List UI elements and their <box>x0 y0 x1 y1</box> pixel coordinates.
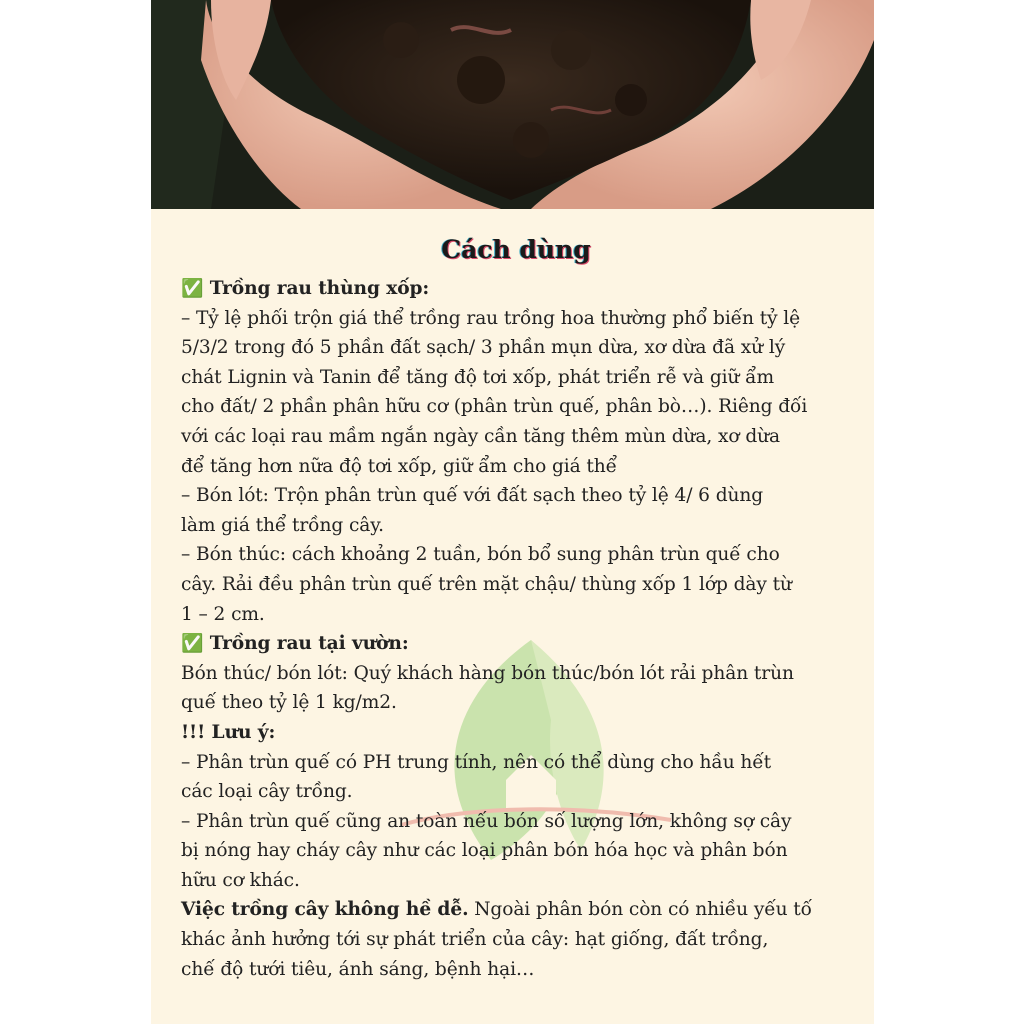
closing-bold: Việc trồng cây không hề dễ. <box>181 899 469 921</box>
section-heading-styrofoam: ✅ Trồng rau thùng xốp: <box>181 278 430 299</box>
usage-instructions <box>181 232 851 984</box>
soil-photo-illustration <box>151 0 874 209</box>
closing-line <box>181 895 851 925</box>
text-line: chế độ tưới tiêu, ánh sáng, bệnh hại… <box>181 958 535 980</box>
text-line: để tăng hơn nữa độ tơi xốp, giữ ẩm cho giá thể <box>181 455 618 477</box>
text-line: bị nóng hay cháy cây như các loại phân bón hóa học và phân bón <box>181 840 788 862</box>
text-line: với các loại rau mầm ngắn ngày cần tăng thêm mùn dừa, xơ dừa <box>181 425 780 447</box>
text-line: 5/3/2 trong đó 5 phần đất sạch/ 3 phần mụn dừa, xơ dừa đã xử lý <box>181 337 786 359</box>
text-line: – Phân trùn quế có PH trung tính, nên có thể dùng cho hầu hết <box>181 751 771 773</box>
text-line: khác ảnh hưởng tới sự phát triển của cây: hạt giống, đất trồng, <box>181 929 769 951</box>
hands-holding-soil-photo <box>151 0 874 209</box>
section-heading-garden: ✅ Trồng rau tại vườn: <box>181 633 409 655</box>
text-line: quế theo tỷ lệ 1 kg/m2. <box>181 692 397 714</box>
text-line: 1 – 2 cm. <box>181 603 265 625</box>
closing-rest: Ngoài phân bón còn có nhiều yếu tố <box>468 899 812 921</box>
text-line: – Bón lót: Trộn phân trùn quế với đất sạch theo tỷ lệ 4/ 6 dùng <box>181 485 764 507</box>
text-line: cây. Rải đều phân trùn quế trên mặt chậu/ thùng xốp 1 lớp dày từ <box>181 573 792 595</box>
check-icon: ✅ <box>181 633 204 655</box>
text-line: cho đất/ 2 phần phân hữu cơ (phân trùn quế, phân bò…). Riêng đối <box>181 396 808 418</box>
text-line: – Bón thúc: cách khoảng 2 tuần, bón bổ sung phân trùn quế cho <box>181 544 780 566</box>
document-page <box>151 0 874 1024</box>
check-icon: ✅ <box>181 278 204 299</box>
text-line: chát Lignin và Tanin để tăng độ tơi xốp, phát triển rễ và giữ ẩm <box>181 366 775 388</box>
text-line: Bón thúc/ bón lót: Quý khách hàng bón thúc/bón lót rải phân trùn <box>181 662 794 684</box>
instructions-body <box>181 274 851 984</box>
text-line: làm giá thể trồng cây. <box>181 514 384 536</box>
note-heading: !!! Lưu ý: <box>181 721 276 743</box>
text-line: hữu cơ khác. <box>181 869 300 891</box>
text-line: các loại cây trồng. <box>181 781 353 803</box>
text-line: – Tỷ lệ phối trộn giá thể trồng rau trồng hoa thường phổ biến tỷ lệ <box>181 307 801 329</box>
text-line: – Phân trùn quế cũng an toàn nếu bón số lượng lớn, không sợ cây <box>181 810 792 832</box>
page-title: Cách dùng <box>441 235 591 264</box>
